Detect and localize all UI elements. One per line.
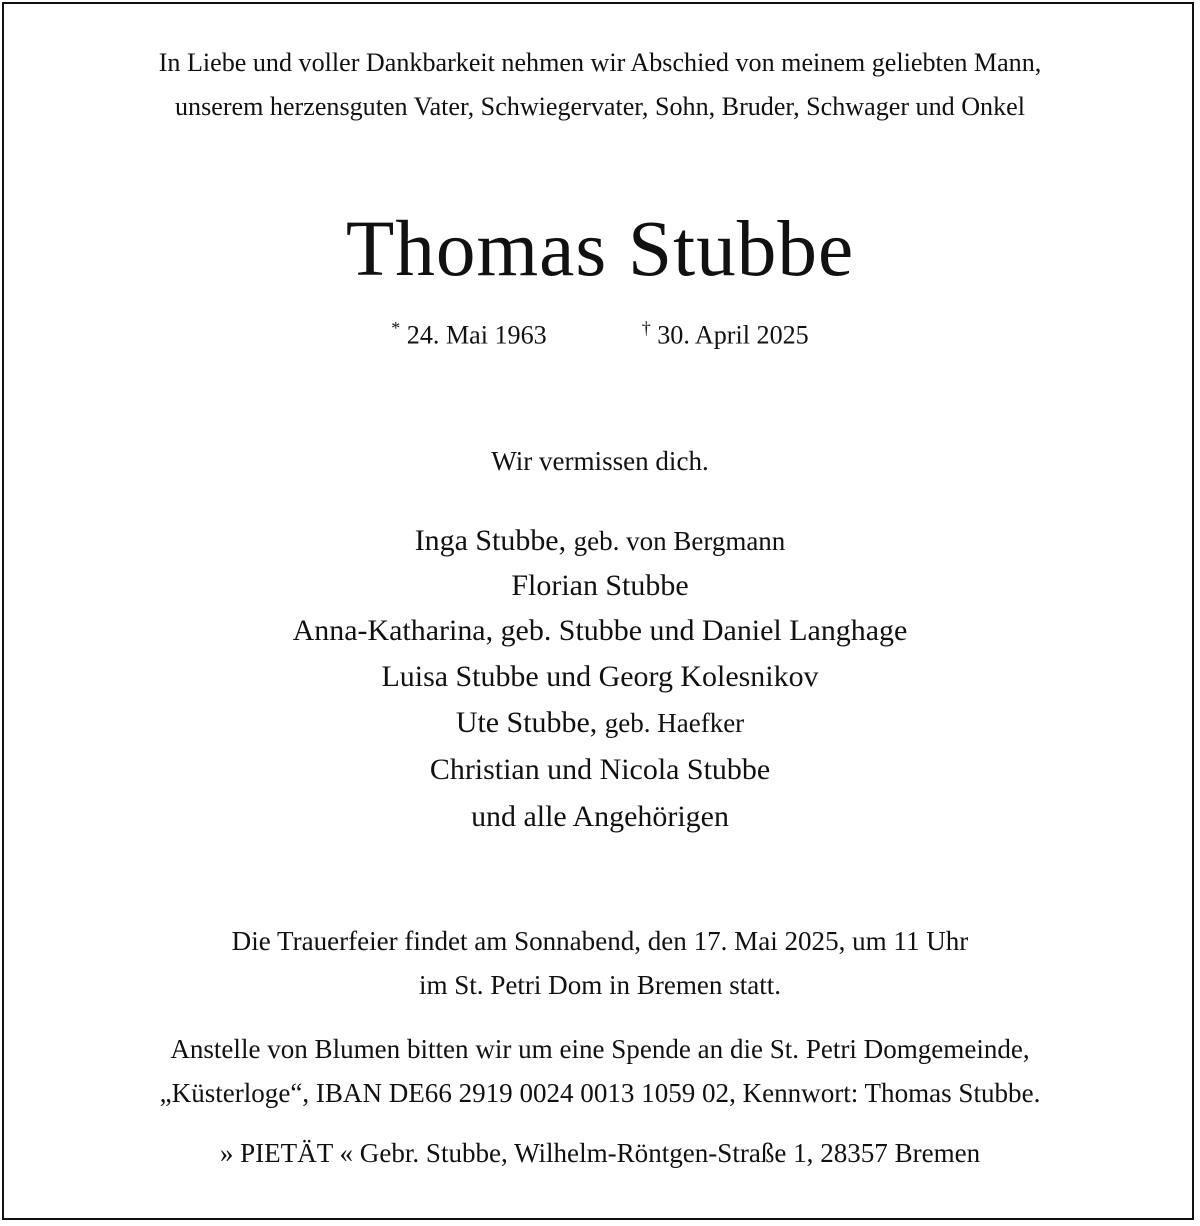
family-florian: Florian Stubbe [511,569,689,602]
donation-line-2: „Küsterloge“, IBAN DE66 2919 0024 0013 1059 02, Kennwort: Thomas Stubbe. [159,1078,1041,1108]
family-luisa: Luisa Stubbe und Georg Kolesnikov [381,660,819,693]
intro-line-1: In Liebe und voller Dankbarkeit nehmen wir Abschied von meinem geliebten Mann, [158,48,1042,77]
life-dates [0,318,1200,351]
family-inga [0,524,1200,558]
intro-line-2: unserem herzensguten Vater, Schwiegervater, Sohn, Bruder, Schwager und Onkel [175,92,1025,121]
family-christian: Christian und Nicola Stubbe [429,753,771,786]
family-inga-born: geb. von Bergmann [573,526,786,556]
donation-line-1: Anstelle von Blumen bitten wir um eine Spende an die St. Petri Domgemeinde, [170,1034,1030,1064]
service-line-1: Die Trauerfeier findet am Sonnabend, den 17. Mai 2025, um 11 Uhr [231,926,969,956]
undertaker: » PIETÄT « Gebr. Stubbe, Wilhelm-Röntgen-Straße 1, 28357 Bremen [219,1138,981,1168]
death-symbol: † [641,318,651,338]
family-ute-born: geb. Haefker [604,708,745,738]
birth-date: 24. Mai 1963 [406,320,547,350]
family-ute-name: Ute Stubbe, [455,706,598,739]
message: Wir vermissen dich. [491,446,709,476]
family-inga-name: Inga Stubbe, [414,524,567,557]
family-anna: Anna-Katharina, geb. Stubbe und Daniel Langhage [292,614,908,647]
family-all: und alle Angehörigen [471,800,729,833]
death-date: 30. April 2025 [657,320,809,350]
birth-symbol: * [391,318,401,338]
service-line-2: im St. Petri Dom in Bremen statt. [418,970,782,1000]
deceased-name: Thomas Stubbe [345,205,855,293]
family-ute [0,706,1200,740]
